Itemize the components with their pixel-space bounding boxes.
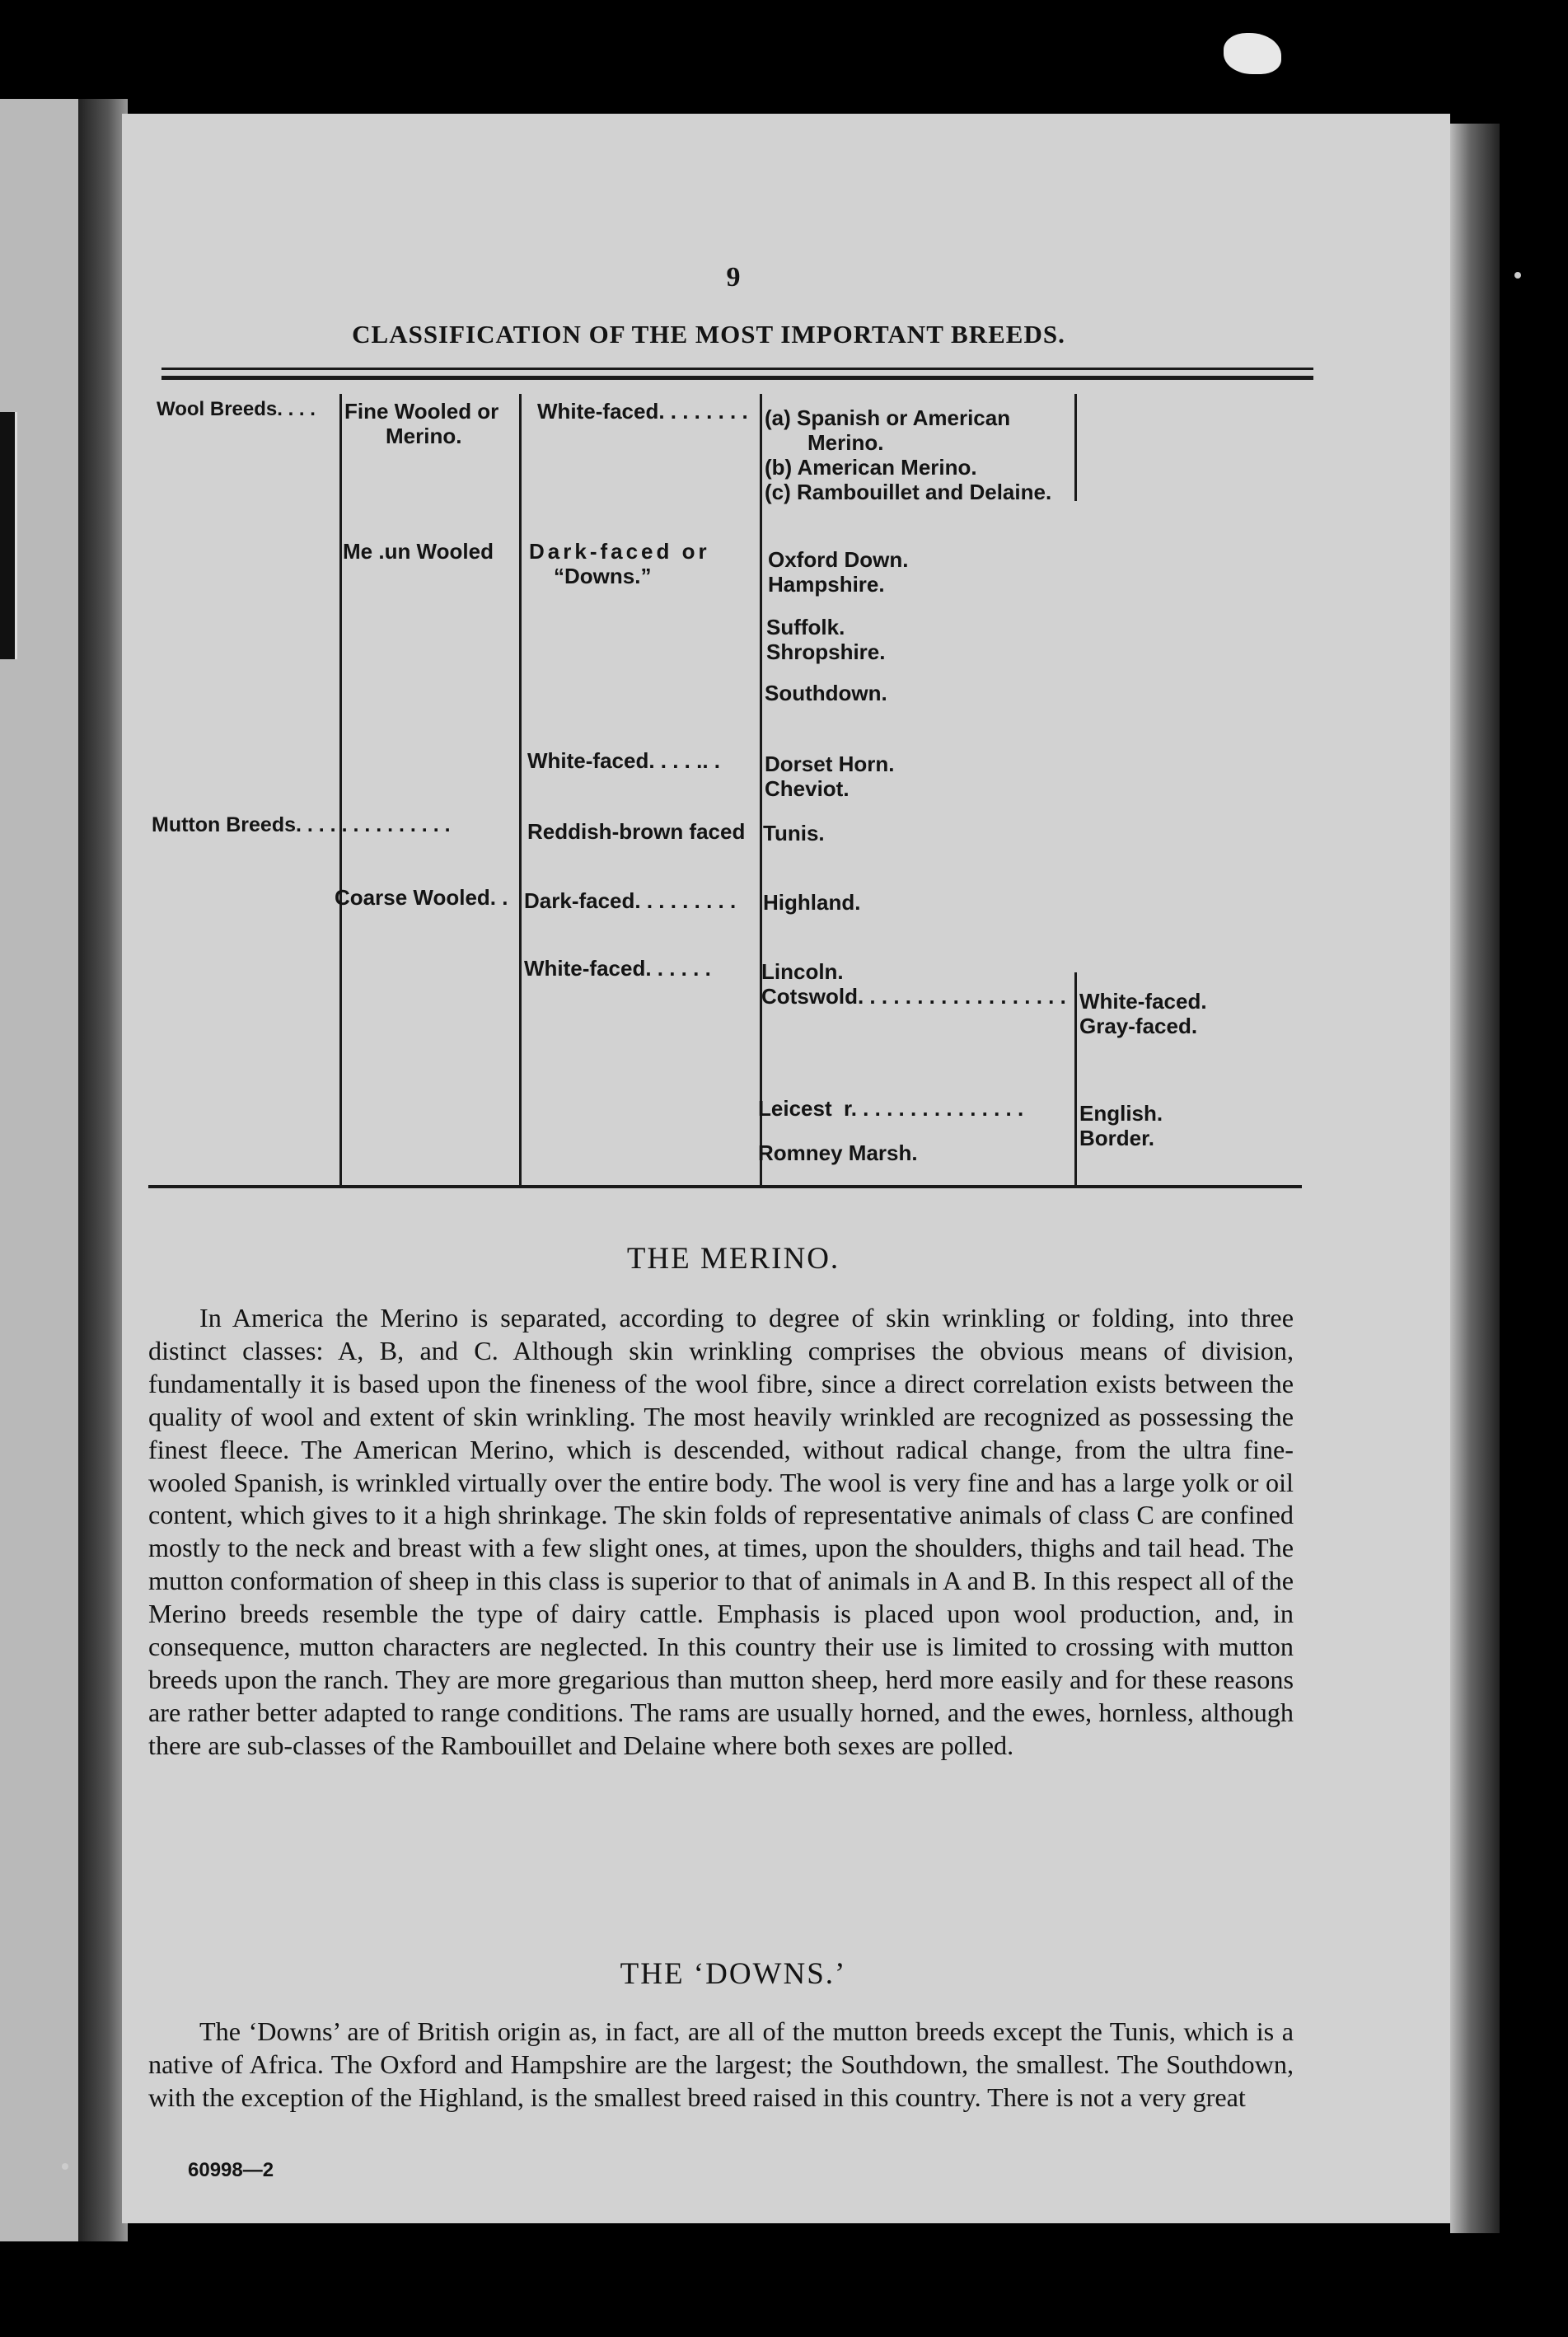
downs-paragraph: The ‘Downs’ are of British origin as, in fact, are all of the mutton breeds except the Tunis, which is a native of Africa. The Oxford and Hampshire are the largest; the Southdown, the smallest. The Southdown, with the exception of the Highland, is the smallest breed raised in this country. There is not a very great: [148, 2016, 1294, 2112]
medium-wooled-label: Me .un Wooled: [343, 539, 494, 564]
scan-speck: [62, 2163, 68, 2170]
table-column-divider: [519, 394, 522, 1185]
table-column-divider: [760, 394, 762, 1185]
medium-white-faced: White-faced. . . . .. .: [527, 748, 721, 773]
merino-heading: THE MERINO.: [626, 1242, 840, 1276]
merino-paragraph: In America the Merino is separated, according to degree of skin wrinkling or folding, into three distinct classes: A, B, and C. Although skin wrinkling comprises the obvious means of division, fundamentally it is based upon the fineness of the wool fibre, since a direct correlation exists between the quality of wool and extent of skin wrinkling. The most heavily wrinkled are recognized as possessing the finest fleece. The American Merino, which is descended, without radical change, from the ultra fine-wooled Spanish, is wrinkled virtually over the entire body. The wool is very fine and has a large yolk or oil content, which gives to it a high shrinkage. The skin folds of representative animals of class C are confined mostly to the neck and breast with a few slight ones, at times, upon the shoulders, thighs and tail head. The mutton conformation of sheep in this class is superior to that of animals in A and B. In this respect all of the Merino breeds resemble the type of dairy cattle. Emphasis is placed upon wool production, and, in consequence, mutton characters are neglected. In this country their use is limited to crossing with mutton breeds upon the ranch. They are more gregarious than mutton sheep, herd more easily and for these reasons are rather better adapted to range conditions. The rams are usually horned, and the ewes, hornless, although there are sub-classes of the Rambouillet and Delaine where both sexes are polled.: [148, 1303, 1294, 1760]
facing-page-mark: [0, 412, 17, 659]
page-edge-shadow: [1450, 124, 1500, 2233]
tunis-breed: Tunis.: [763, 821, 825, 845]
mutton-breeds-label: Mutton Breeds. . . . . . . . . . . . . .: [152, 813, 451, 836]
merino-types: (a) Spanish or American Merino. (b) American Merino. (c) Rambouillet and Delaine.: [765, 405, 1052, 504]
cotswold-types: White-faced. Gray-faced.: [1079, 989, 1207, 1038]
table-bottom-rule: [148, 1185, 1302, 1188]
leicester-breed: Leicest r. . . . . . . . . . . . . . .: [758, 1096, 1024, 1121]
romney-marsh-breed: Romney Marsh.: [758, 1140, 918, 1165]
page-footer-code: 60998—2: [188, 2159, 274, 2181]
lincoln-breed: Lincoln.: [761, 959, 844, 984]
downs-breeds-1: Oxford Down. Hampshire.: [768, 547, 909, 597]
scan-blemish: [1224, 33, 1281, 74]
downs-breeds-3: Southdown.: [765, 681, 887, 705]
downs-breeds-2: Suffolk. Shropshire.: [766, 615, 886, 664]
scan-speck: [1514, 272, 1521, 279]
fine-wooled-label: Fine Wooled or Merino.: [344, 399, 499, 448]
fine-white-faced: White-faced. . . . . . . .: [537, 399, 748, 424]
table-title: CLASSIFICATION OF THE MOST IMPORTANT BREEDS.: [352, 320, 1065, 349]
table-column-divider: [1074, 972, 1077, 1185]
highland-breed: Highland.: [763, 890, 861, 915]
downs-heading: THE ‘DOWNS.’: [620, 1957, 847, 1991]
book-gutter: [78, 99, 128, 2241]
leicester-types: English. Border.: [1079, 1101, 1163, 1150]
table-column-divider: [339, 394, 342, 1185]
cotswold-breed: Cotswold. . . . . . . . . . . . . . . . . .: [761, 984, 1066, 1009]
table-top-rule: [161, 368, 1313, 370]
reddish-brown-faced: Reddish-brown faced: [527, 819, 746, 844]
table-column-divider: [1074, 394, 1077, 501]
white-faced-breeds: Dorset Horn. Cheviot.: [765, 752, 895, 801]
wool-breeds-label: Wool Breeds. . . .: [157, 398, 316, 420]
page-number: 9: [726, 262, 741, 293]
coarse-wooled-label: Coarse Wooled. .: [335, 885, 508, 910]
coarse-dark-faced: Dark-faced. . . . . . . . .: [524, 888, 737, 913]
table-top-rule-heavy: [161, 376, 1313, 380]
coarse-white-faced: White-faced. . . . . .: [524, 956, 711, 981]
dark-faced-downs: Dark-faced or “Downs.”: [529, 539, 710, 588]
